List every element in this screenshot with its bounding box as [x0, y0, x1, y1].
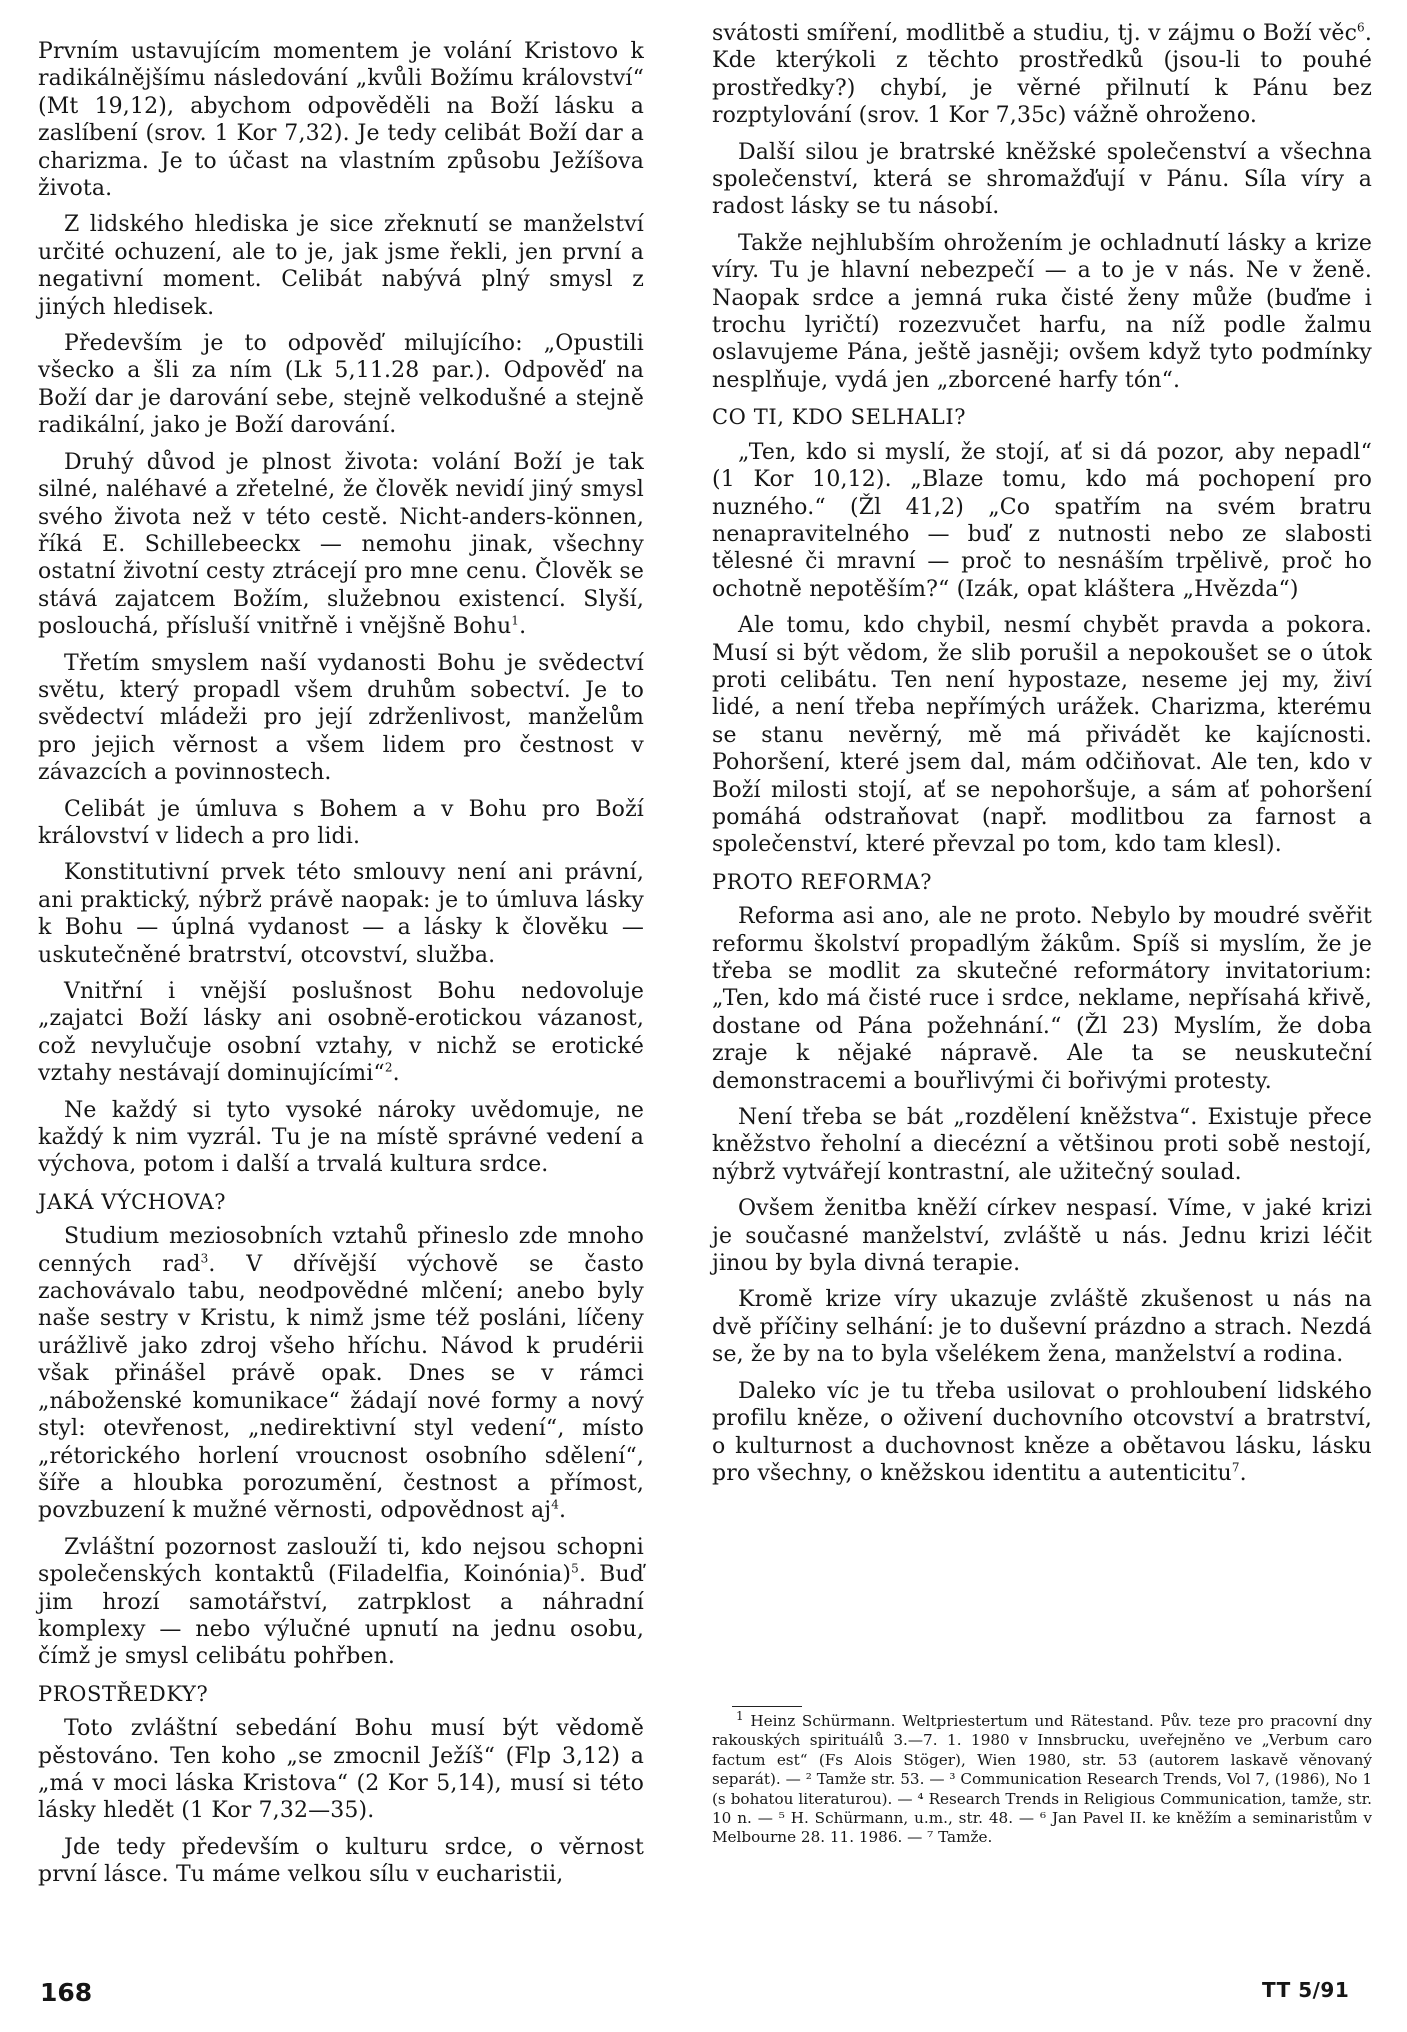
paragraph-text: Z lidského hlediska je sice zřeknutí se manželství určité ochuzení, ale to je, jak jsme řekli, jen první a negativní moment. Celibát nabývá plný smysl z jiných hledisek.: [38, 212, 644, 320]
footnote-divider: [732, 1706, 802, 1707]
paragraph-text: . Buď jim hrozí samotářství, zatrpklost a náhradní komplexy — nebo výlučné upnutí na jednu osobu, čímž je smysl celibátu pohřben.: [38, 1562, 645, 1670]
paragraph: [38, 796, 644, 851]
paragraph-text: .: [558, 1498, 567, 1524]
paragraph: [38, 859, 644, 969]
paragraph-text: svátosti smíření, modlitbě a studiu, tj. v zájmu o Boží věc: [712, 21, 1358, 46]
paragraph-text: Reforma asi ano, ale ne proto. Nebylo by moudré svěřit reformu školství propadlým žákům. Spíš si myslím, že je třeba se modlit za skutečné reformátory invitatorium: „Ten, kdo má čisté ruce i srdce, neklame, nepřísahá křivě, dostane od Pána požehnání.“ (Žl 23) Myslím, že doba zraje k nějaké nápravě. Ale ta se neuskuteční demonstracemi a bouřlivými či bořivými protesty.: [712, 904, 1372, 1094]
paragraph-text: Druhý důvod je plnost života: volání Boží je tak silné, naléhavé a zřetelné, že člověk nevidí jiný smysl svého života než v této cestě. Nicht-anders-können, říká E. Schillebeeckx — nemohu jinak, všechny ostatní životní cesty ztrácejí pro mne cenu. Člověk se stává zajatcem Božím, služebnou existencí. Slyší, poslouchá, přísluší vnitřně i vnějšně Bohu: [38, 449, 644, 640]
section-heading: PROTO REFORMA?: [712, 869, 933, 894]
paragraph-text: .: [519, 614, 527, 640]
paragraph-text: Takže nejhlubším ohrožením je ochladnutí lásky a krize víry. Tu je hlavní nebezpečí — a to je v nás. Ne v ženě. Naopak srdce a jemná ruka čisté ženy může (buďme i trochu lyričtí) rozezvučet harfu, na níž podle žalmu oslavujeme Pána, ještě jasněji; ovšem když tyto podmínky nesplňuje, vydá jen „zborcené harfy tón“.: [712, 230, 1372, 393]
paragraph: [38, 211, 644, 321]
paragraph: [712, 903, 1372, 1095]
paragraph-text: . V dřívější výchově se často zachovávalo tabu, neodpovědné mlčení; anebo byly naše sestry v Kristu, k nimž jsme též posláni, líčeny urážlivě jako zdroj všeho hříchu. Návod k prudérii však přinášel právě opak. Dnes se v rámci „náboženské komunikace“ žádají nové formy a nový styl: otevřenost, „nedirektivní styl vedení“, místo „rétorického horlení vroucnost osobního sdělení“, šíře a hloubka porozumění, čestnost a přímost, povzbuzení k mužné věrnosti, odpovědnost aj: [38, 1251, 645, 1524]
paragraph-text: .: [1239, 1460, 1247, 1486]
footnote-ref: 2: [384, 1060, 393, 1075]
paragraph: [38, 38, 644, 202]
paragraph: [38, 449, 644, 641]
paragraph-text: Zvláštní pozornost zaslouží ti, kdo nejsou schopni společenských kontaktů (Filadelfia, Koinónia): [38, 1534, 644, 1588]
footnote-marker: 1: [736, 1708, 744, 1723]
footnote-ref: 1: [511, 613, 520, 628]
paragraph-text: Ovšem ženitba kněží církev nespasí. Víme, v jaké krizi je současné manželství, zvláště u nás. Jednu krizi léčit jinou by byla divná terapie.: [712, 1196, 1372, 1277]
paragraph-text: Ne každý si tyto vysoké nároky uvědomuje, ne každý k nim vyzrál. Tu je na místě správné vedení a výchova, potom i další a trvalá kultura srdce.: [38, 1097, 644, 1178]
paragraph: [38, 1715, 644, 1825]
paragraph: [38, 1097, 644, 1179]
paragraph: [38, 650, 644, 787]
paragraph-text: Především je to odpověď milujícího: „Opustili všecko a šli za ním (Lk 5,11.28 par.). Odpověď na Boží dar je darování sebe, stejně velkodušné a stejně radikální, jako je Boží darování.: [38, 331, 644, 439]
footnotes: [712, 1708, 1372, 1848]
paragraph-text: Kromě krize víry ukazuje zvláště zkušenost u nás na dvě příčiny selhání: je to duševní prázdno a strach. Nezdá se, že by na to byla všelékem žena, manželství a rodina.: [712, 1287, 1372, 1368]
paragraph: [712, 230, 1372, 394]
paragraph-text: Ale tomu, kdo chybil, nesmí chybět pravda a pokora. Musí si být vědom, že slib porušil a nepokoušet se o útok proti celibátu. Ten není hypostaze, neseme jej my, živí lidé, a není třeba nepřímých urážek. Charizma, kterému se stanu nevěrný, mě má přivádět ke kajícnosti. Pohoršení, které jsem dal, mám odčiňovat. Ale ten, kdo v Boží milosti stojí, ať se nepohoršuje, a sám ať pohoršení pomáhá odstraňovat (např. modlitbou za farnost a společenství, které převzal po tom, kdo tam klesl).: [712, 613, 1372, 858]
paragraph: [38, 1223, 644, 1524]
paragraph-text: .: [392, 1061, 400, 1087]
paragraph-text: Studium meziosobních vztahů přineslo zde mnoho cenných rad: [38, 1224, 644, 1277]
section-heading: JAKÁ VÝCHOVA?: [38, 1189, 227, 1214]
paragraph-text: Celibát je úmluva s Bohem a v Bohu pro Boží království v lidech a pro lidi.: [38, 796, 644, 849]
section-heading: PROSTŘEDKY?: [38, 1681, 209, 1706]
paragraph-text: Jde tedy především o kulturu srdce, o věrnost první lásce. Tu máme velkou sílu v eucharistii,: [38, 1834, 644, 1888]
paragraph: [712, 1195, 1372, 1277]
paragraph-text: „Ten, kdo si myslí, že stojí, ať si dá pozor, aby nepadl“ (1 Kor 10,12). „Blaze tomu, kdo má pochopení pro nuzného.“ (Žl 41,2) „Co spatřím na svém bratru nenapravitelného — buď z nutnosti nebo ze slabosti tělesné či mravní — proč to nesnáším trpělivě, proč ho ochotně nepotěším?“ (Izák, opat kláštera „Hvězda“): [712, 439, 1372, 602]
paragraph-text: Vnitřní i vnější poslušnost Bohu nedovoluje „zajatci Boží lásky ani osobně-erotickou vázanost, což nevylučuje osobní vztahy, v nichž se erotické vztahy nestávají dominujícími“: [38, 979, 644, 1087]
paragraph: [712, 1104, 1372, 1186]
paragraph-text: Daleko víc je tu třeba usilovat o prohloubení lidského profilu kněze, o oživení duchovního otcovství a bratrství, o kulturnost a duchovnost kněze a obětavou lásku, lásku pro všechny, o kněžskou identitu a autenticitu: [712, 1378, 1372, 1486]
paragraph-text: Konstitutivní prvek této smlouvy není ani právní, ani praktický, nýbrž právě naopak: je to úmluva lásky k Bohu — úplná vydanost — a lásky k člověku — uskutečněné bratrství, otcovství, služba.: [38, 860, 644, 968]
page-number: 168: [40, 1978, 93, 2007]
right-column: [712, 20, 1372, 1496]
paragraph-text: Není třeba se bát „rozdělení kněžstva“. Existuje přece kněžstvo řeholní a diecézní a většinou proti sobě nestojí, nýbrž vytvářejí kontrastní, ale užitečný soulad.: [712, 1105, 1372, 1185]
footnote-ref: 4: [551, 1497, 559, 1512]
footnote-ref: 3: [200, 1251, 209, 1266]
paragraph-text: Třetím smyslem naší vydanosti Bohu je svědectví světu, který propadl všem druhům sobectví. Je to svědectví mládeži pro její zdrženlivost, manželům pro jejich věrnost a všem lidem pro čestnost v závazcích a povinnostech.: [38, 650, 644, 786]
left-column: [38, 20, 644, 1898]
paragraph: [38, 1834, 644, 1889]
paragraph: [38, 978, 644, 1088]
paragraph: [38, 1534, 644, 1671]
paragraph: [712, 612, 1372, 859]
footnote-ref: 5: [571, 1561, 579, 1576]
paragraph: [38, 330, 644, 440]
issue-label: TT 5/91: [1262, 1978, 1350, 2002]
footnote-ref: 7: [1231, 1460, 1240, 1475]
paragraph: [712, 1286, 1372, 1368]
paragraph-text: Další silou je bratrské kněžské společenství a všechna společenství, která se shromažďují v Pánu. Síla víry a radost lásky se tu násobí.: [712, 139, 1372, 220]
paragraph-text: Prvním ustavujícím momentem je volání Kristovo k radikálnějšímu následování „kvůli Božímu království“ (Mt 19,12), abychom odpověděli na Boží lásku a zaslíbení (srov. 1 Kor 7,32). Je tedy celibát Boží dar a charizma. Je to účast na vlastním způsobu Ježíšova života.: [38, 39, 644, 202]
paragraph-text: . Kde kterýkoli z těchto prostředků (jsou-li to pouhé prostředky?) chybí, je věrné přilnutí k Pánu bez rozptylování (srov. 1 Kor 7,35c) vážně ohroženo.: [712, 21, 1372, 129]
paragraph-text: Toto zvláštní sebedání Bohu musí být vědomě pěstováno. Ten koho „se zmocnil Ježíš“ (Flp 3,12) a „má v moci láska Kristova“ (2 Kor 5,14), musí si této lásky hledět (1 Kor 7,32—35).: [38, 1716, 644, 1824]
paragraph: [712, 20, 1372, 130]
footnote-text: [712, 1708, 1372, 1848]
section-heading: CO TI, KDO SELHALI?: [712, 405, 967, 430]
footnote-ref: 6: [1357, 20, 1365, 35]
footnote-body: Heinz Schürmann. Weltpriestertum und Rätestand. Pův. teze pro pracovní dny rakouských spirituálů 3.—7. 1. 1980 v Innsbrucku, uveřejněno ve „Verbum caro factum est“ (Fs Alois Stöger), Wien 1980, str. 53 (autorem laskavě věnovaný separát). — ² Tamže str. 53. — ³ Communication Research Trends, Vol 7, (1986), No 1 (s bohatou literaturou). — ⁴ Research Trends in Religious Communication, tamže, str. 10 n. — ⁵ H. Schürmann, u.m., str. 48. — ⁶ Jan Pavel II. ke kněžím a seminaristům v Melbourne 28. 11. 1986. — ⁷ Tamže.: [712, 1712, 1372, 1847]
paragraph: [712, 439, 1372, 603]
paragraph: [712, 1378, 1372, 1488]
paragraph: [712, 139, 1372, 221]
